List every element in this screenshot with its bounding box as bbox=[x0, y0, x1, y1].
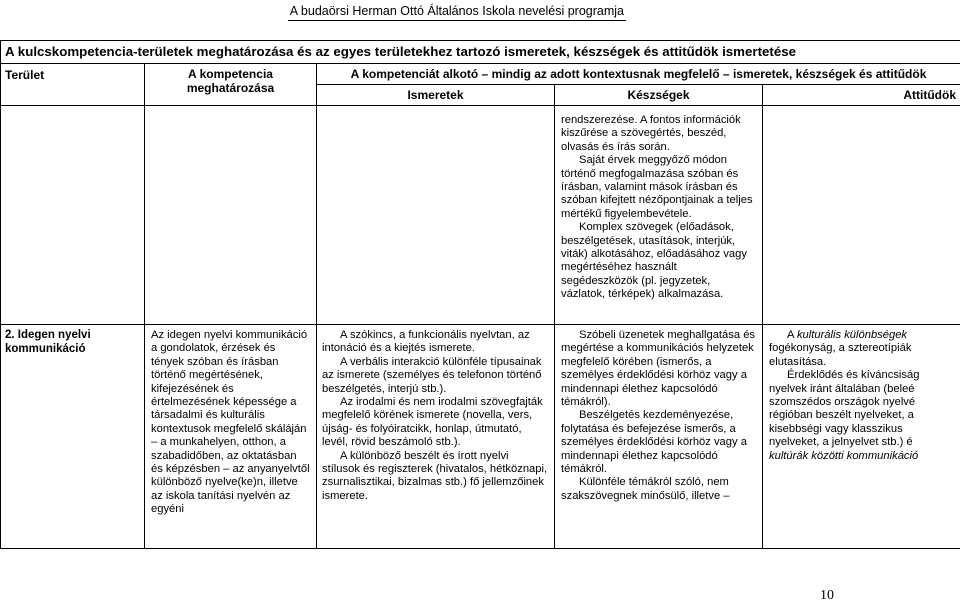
skill-paragraph: Szóbeli üzenetek meghallgatása és megértése a kommunikációs helyzetek megfelelő körében (ismerős, a személyes érdeklődési körhöz vagy a mindennapi élethez kapcsolódó témákról). bbox=[561, 329, 756, 409]
attitude-line: kultúrák közötti kommunikáció bbox=[769, 450, 954, 463]
knowledge-paragraph: A különböző beszélt és írott nyelvi stílusok és regiszterek (hivatalos, hétköznapi, zsurnalisztikai, bizalmas stb.) fő jellemzőinek ismerete. bbox=[322, 450, 548, 504]
attitude-line: szomszédos országok nyelvé bbox=[769, 396, 954, 409]
page-number: 10 bbox=[820, 588, 834, 604]
attitudes-cell bbox=[763, 325, 960, 549]
col-header-terulet: Terület bbox=[1, 64, 145, 106]
attitude-line: régióban beszélt nyelveket, a bbox=[769, 409, 954, 422]
continued-knowledge-cell bbox=[317, 106, 555, 325]
skill-paragraph: Különféle témákról szóló, nem szakszövegnek minősülő, illetve – bbox=[561, 476, 756, 503]
col-header-attitudok: Attitűdök bbox=[763, 85, 960, 106]
col-header-group: A kompetenciát alkotó – mindig az adott kontextusnak megfelelő – ismeretek, készségek és attitűdök bbox=[317, 64, 960, 85]
attitude-line: nyelvek iránt általában (beleé bbox=[769, 383, 954, 396]
col-header-keszsegek: Készségek bbox=[555, 85, 763, 106]
definition-cell bbox=[145, 325, 317, 549]
col-header-ismeretek: Ismeretek bbox=[317, 85, 555, 106]
attitude-line: nyelveket, a jelnyelvet stb.) é bbox=[769, 436, 954, 449]
definition-text: Az idegen nyelvi kommunikáció a gondolatok, érzések és tények szóban és írásban történő megértésének, kifejezésének és értelmezésének képessége a társadalmi és kulturális kontextusok megfelelő skáláján – a munkahelyen, otthon, a szabadidőben, az oktatásban és képzésben – az anyanyelvtől különböző nyelve(ke)n, illetve az iskola tanítási nyelvén az egyéni bbox=[151, 329, 310, 517]
knowledge-paragraph: Az irodalmi és nem irodalmi szövegfajták megfelelő körének ismerete (novella, vers, újság- és folyóiratcikk, honlap, útmutató, levél, rövid beszámoló stb.). bbox=[322, 396, 548, 450]
skill-paragraph: Beszélgetés kezdeményezése, folytatása és befejezése ismerős, a személyes érdeklődési körhöz vagy a mindennapi élethez kapcsolódó témákról. bbox=[561, 409, 756, 476]
skills-cell bbox=[555, 325, 763, 549]
attitude-line: Érdeklődés és kíváncsiság bbox=[769, 369, 954, 382]
knowledge-cell bbox=[317, 325, 555, 549]
col-header-kompetencia: A kompetencia meghatározása bbox=[145, 64, 317, 106]
area-cell: 2. Idegen nyelvi kommunikáció bbox=[1, 325, 145, 549]
attitude-line: elutasítása. bbox=[769, 356, 954, 369]
attitude-line: A kulturális különbségek bbox=[769, 329, 954, 342]
attitude-line: kisebbségi vagy klasszikus bbox=[769, 423, 954, 436]
continued-definition-cell bbox=[145, 106, 317, 325]
knowledge-paragraph: A verbális interakció különféle típusainak az ismerete (személyes és telefonon történő beszélgetés, interjú stb.). bbox=[322, 356, 548, 396]
continued-attitudes-cell bbox=[763, 106, 960, 325]
attitude-line: fogékonyság, a sztereotípiák bbox=[769, 342, 954, 355]
continued-skills-cell bbox=[555, 106, 763, 325]
running-header bbox=[0, 2, 960, 21]
table-title: A kulcskompetencia-területek meghatározása és az egyes területekhez tartozó ismeretek, készségek és attitűdök ismertetése bbox=[1, 41, 960, 64]
skill-paragraph: Komplex szövegek (előadások, beszélgetések, utasítások, interjúk, viták) alkotásához, előadásához vagy megértéséhez használt segédeszközök (pl. jegyzetek, vázlatok, térképek) alkalmazása. bbox=[561, 221, 756, 301]
competence-table bbox=[0, 40, 960, 549]
skill-paragraph: rendszerezése. A fontos információk kiszűrése a szövegértés, beszéd, olvasás és írás során. bbox=[561, 114, 756, 154]
running-title: A budaörsi Herman Ottó Általános Iskola nevelési programja bbox=[288, 4, 626, 21]
knowledge-paragraph: A szókincs, a funkcionális nyelvtan, az intonáció és a kiejtés ismerete. bbox=[322, 329, 548, 356]
continued-area-cell bbox=[1, 106, 145, 325]
skill-paragraph: Saját érvek meggyőző módon történő megfogalmazása szóban és írásban, valamint mások írásban és szóban kifejtett nézőpontjainak a teljes mértékű figyelembevétele. bbox=[561, 154, 756, 221]
